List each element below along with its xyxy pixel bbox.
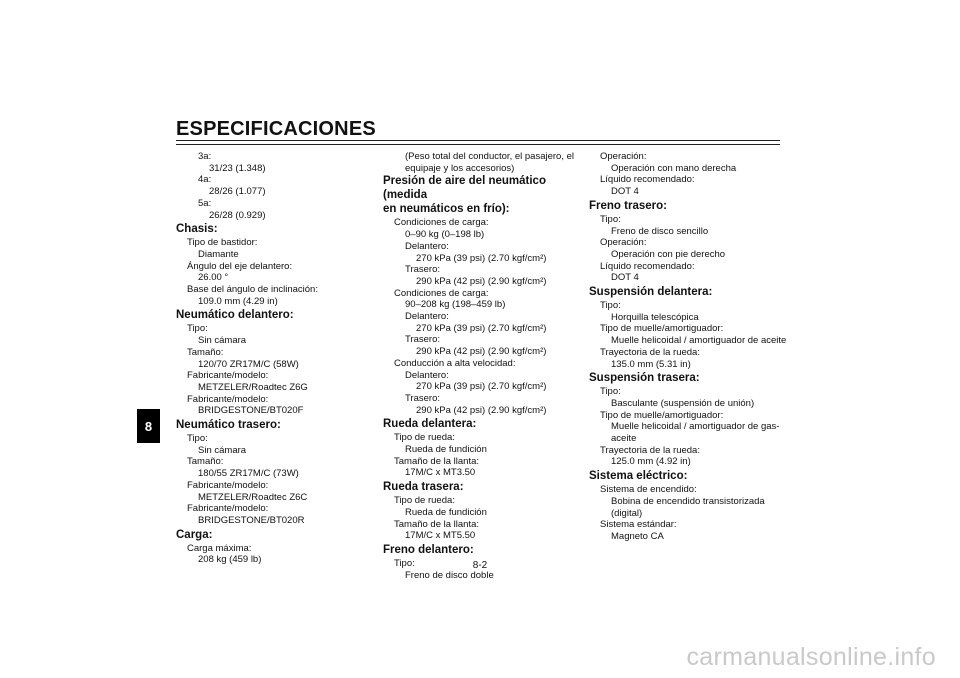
spec-value: 0–90 kg (0–198 lb) (405, 229, 485, 241)
spec-value: Freno de disco doble (405, 569, 494, 581)
heading-line: Presión de aire del neumático (medida (383, 175, 546, 202)
spec-value: 26/28 (0.929) (209, 209, 266, 221)
spec-label: Base del ángulo de inclinación: (187, 284, 318, 296)
spec-value: 270 kPa (39 psi) (2.70 kgf/cm²) (416, 381, 547, 393)
section-heading-electrical: Sistema eléctrico: (589, 470, 688, 483)
section-heading-load: Carga: (176, 528, 213, 541)
page-title: ESPECIFICACIONES (176, 118, 376, 140)
chapter-tab: 8 (137, 409, 160, 443)
spec-value: Basculante (suspensión de unión) (611, 397, 755, 409)
spec-value: Sin cámara (198, 335, 247, 347)
section-heading-rear-brake: Freno trasero: (589, 199, 667, 212)
spec-label: 5a: (198, 197, 212, 209)
spec-label: Tipo de bastidor: (187, 237, 258, 249)
spec-value: 90–208 kg (198–459 lb) (405, 299, 506, 311)
spec-label: Fabricante/modelo: (187, 393, 269, 405)
spec-value: Sin cámara (198, 444, 247, 456)
section-heading-front-tire: Neumático delantero: (176, 309, 294, 322)
spec-label: Sistema estándar: (600, 519, 677, 531)
spec-label: Sistema de encendido: (600, 484, 697, 496)
spec-value: DOT 4 (611, 186, 639, 198)
spec-value: 17M/C x MT3.50 (405, 467, 476, 479)
body-text: (Peso total del conductor, el pasajero, el (405, 151, 574, 162)
spec-value: 290 kPa (42 psi) (2.90 kgf/cm²) (416, 404, 547, 416)
spec-label: Operación: (600, 151, 647, 162)
body-text: equipaje y los accesorios) (405, 162, 515, 174)
spec-label: Tamaño: (187, 456, 224, 468)
spec-value: 28/26 (1.077) (209, 186, 266, 198)
spec-value: Bobina de encendido transistorizada (611, 495, 765, 507)
spec-label: Tipo: (394, 557, 415, 569)
spec-label: Trasero: (405, 392, 441, 404)
spec-value: 180/55 ZR17M/C (73W) (198, 468, 299, 480)
spec-value: METZELER/Roadtec Z6C (198, 491, 308, 503)
spec-value: 135.0 mm (5.31 in) (611, 358, 691, 370)
section-heading-front-brake: Freno delantero: (383, 543, 474, 556)
section-heading-front-suspension: Suspensión delantera: (589, 286, 713, 299)
header-rule-bottom (176, 144, 780, 145)
spec-label: Conducción a alta velocidad: (394, 357, 516, 369)
spec-label: Fabricante/modelo: (187, 503, 269, 515)
spec-value: Magneto CA (611, 530, 664, 542)
spec-label: Condiciones de carga: (394, 287, 489, 299)
spec-label: Fabricante/modelo: (187, 370, 269, 382)
spec-value: aceite (611, 433, 637, 445)
spec-value: BRIDGESTONE/BT020R (198, 514, 305, 526)
spec-label: Carga máxima: (187, 542, 252, 554)
page-number: 8-2 (472, 560, 488, 571)
spec-label: Tipo de muelle/amortiguador: (600, 323, 724, 335)
spec-value: 290 kPa (42 psi) (2.90 kgf/cm²) (416, 346, 547, 358)
spec-value: Horquilla telescópica (611, 311, 699, 323)
spec-label: Tamaño de la llanta: (394, 455, 480, 467)
section-heading-chasis: Chasis: (176, 223, 218, 236)
spec-value: (digital) (611, 507, 643, 519)
spec-label: Tipo: (600, 213, 621, 225)
column-1 (176, 151, 376, 566)
spec-label: Trayectoria de la rueda: (600, 346, 700, 358)
spec-label: Delantero: (405, 369, 449, 381)
spec-label: Tipo: (187, 323, 208, 335)
spec-label: 4a: (198, 174, 212, 186)
spec-label: Condiciones de carga: (394, 217, 489, 229)
spec-value: METZELER/Roadtec Z6G (198, 381, 308, 393)
spec-value: Operación con mano derecha (611, 162, 737, 174)
spec-value: 290 kPa (42 psi) (2.90 kgf/cm²) (416, 275, 547, 287)
spec-label: Tipo de muelle/amortiguador: (600, 409, 724, 421)
section-heading-rear-suspension: Suspensión trasera: (589, 372, 700, 385)
spec-label: Tipo de rueda: (394, 432, 455, 444)
spec-label: Tipo: (187, 433, 208, 445)
spec-value: Rueda de fundición (405, 444, 487, 456)
spec-label: Líquido recomendado: (600, 174, 695, 186)
column-3 (589, 151, 789, 543)
spec-label: Trasero: (405, 264, 441, 276)
spec-value: Muelle helicoidal / amortiguador de gas- (611, 421, 780, 433)
header-rule-top (176, 140, 780, 141)
spec-label: Trayectoria de la rueda: (600, 444, 700, 456)
section-heading-front-wheel: Rueda delantera: (383, 418, 477, 431)
column-2 (383, 151, 589, 581)
spec-label: Tamaño: (187, 346, 224, 358)
spec-value: 270 kPa (39 psi) (2.70 kgf/cm²) (416, 322, 547, 334)
spec-value: 31/23 (1.348) (209, 162, 266, 174)
spec-label: Operación: (600, 237, 647, 249)
spec-value: 17M/C x MT5.50 (405, 530, 476, 542)
watermark: carmanualsonline.info (686, 643, 936, 671)
spec-value: 120/70 ZR17M/C (58W) (198, 358, 299, 370)
spec-label: Fabricante/modelo: (187, 479, 269, 491)
spec-value: Operación con pie derecho (611, 248, 726, 260)
spec-value: 109.0 mm (4.29 in) (198, 295, 278, 307)
spec-label: Líquido recomendado: (600, 260, 695, 272)
spec-label: Delantero: (405, 240, 449, 252)
spec-label: Tamaño de la llanta: (394, 518, 480, 530)
spec-value: DOT 4 (611, 272, 639, 284)
spec-value: Rueda de fundición (405, 506, 487, 518)
spec-value: 270 kPa (39 psi) (2.70 kgf/cm²) (416, 252, 547, 264)
heading-line: en neumáticos en frío): (383, 203, 510, 216)
spec-label: Delantero: (405, 311, 449, 323)
spec-value: 208 kg (459 lb) (198, 554, 262, 566)
spec-value: 26.00 ° (198, 272, 229, 284)
spec-value: Muelle helicoidal / amortiguador de aceite (611, 335, 787, 347)
section-heading-tire-pressure (383, 174, 589, 216)
spec-label: Tipo: (600, 386, 621, 398)
spec-label: 3a: (198, 151, 212, 162)
section-heading-rear-wheel: Rueda trasera: (383, 481, 464, 494)
spec-value: 125.0 mm (4.92 in) (611, 456, 691, 468)
spec-label: Trasero: (405, 334, 441, 346)
spec-value: Diamante (198, 248, 239, 260)
section-heading-rear-tire: Neumático trasero: (176, 419, 281, 432)
spec-label: Tipo: (600, 300, 621, 312)
spec-value: BRIDGESTONE/BT020F (198, 405, 304, 417)
spec-label: Ángulo del eje delantero: (187, 260, 293, 272)
spec-value: Freno de disco sencillo (611, 225, 709, 237)
spec-label: Tipo de rueda: (394, 495, 455, 507)
